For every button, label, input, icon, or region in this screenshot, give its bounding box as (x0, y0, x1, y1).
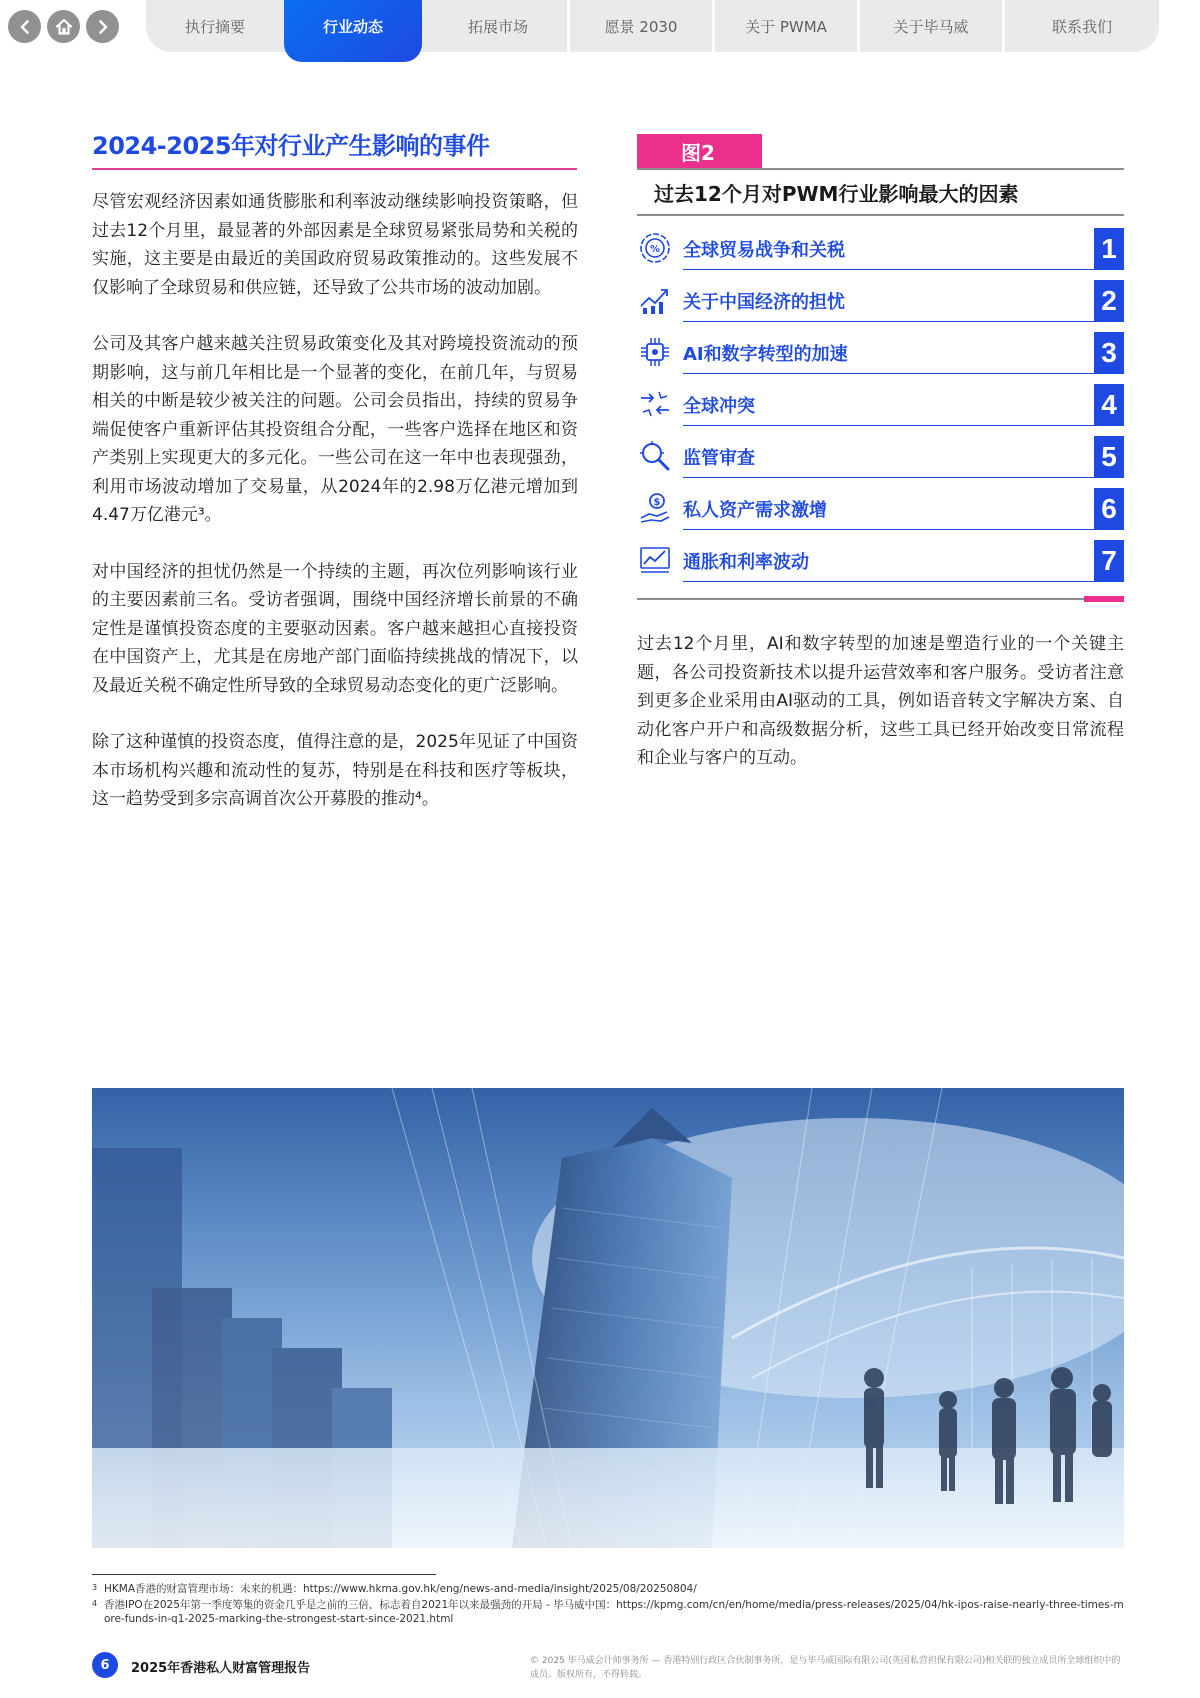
factor-underline (683, 321, 1094, 323)
factor-rank: 7 (1094, 540, 1124, 582)
chevron-left-icon (17, 19, 33, 35)
forward-button[interactable] (86, 10, 119, 43)
svg-text:%: % (649, 244, 661, 255)
footnote-text[interactable]: 香港IPO在2025年第一季度筹集的资金几乎是之前的三倍，标志着自2021年以来最强劲的开局 - 毕马威中国：https://kpmg.com/cn/en/home/media/press-releases/2025/04/hk-ipos-raise-nearly-three-times-more-funds-in-q1-2025-marking-the-strongest-start-since-2021.html (104, 1599, 1124, 1625)
tab-executive-summary[interactable]: 执行摘要 (184, 17, 245, 36)
tab-expanding-markets[interactable]: 拓展市场 (467, 17, 528, 36)
factor-underline (683, 373, 1094, 375)
chevron-right-icon (95, 19, 111, 35)
inflation-chart-icon (637, 542, 673, 578)
factor-underline (683, 529, 1094, 531)
factor-rank: 1 (1094, 228, 1124, 270)
factor-item (637, 378, 1124, 430)
body-paragraph: 公司及其客户越来越关注贸易政策变化及其对跨境投资流动的预期影响，这与前几年相比是一个显著的变化，在前几年，与贸易相关的中断是较少被关注的问题。公司会员指出，持续的贸易争端促使客户重新评估其投资组合分配，一些客户选择在地区和资产类别上实现更大的多元化。一些公司在这一年中也表现强劲，利用市场波动增加了交易量，从2024年的2.98万亿港元增加到4.47万亿港元³。 (92, 334, 578, 525)
svg-text:$: $ (653, 497, 661, 508)
footnote-number: 4 (92, 1599, 98, 1608)
figure-bottom-rule (637, 598, 1124, 600)
factor-item (637, 274, 1124, 326)
money-hand-icon (637, 490, 673, 526)
section-tab-bar (146, 0, 1159, 52)
factor-label: 私人资产需求激增 (683, 500, 827, 521)
footnotes (92, 1582, 1124, 1628)
figure-label: 图2 (637, 134, 762, 168)
footnote-text[interactable]: HKMA香港的财富管理市场：未来的机遇：https://www.hkma.gov.hk/eng/news-and-media/insight/2025/08/20250804/ (104, 1583, 697, 1595)
tab-about-kpmg[interactable]: 关于毕马威 (857, 0, 1002, 52)
factor-rank: 6 (1094, 488, 1124, 530)
figure-title-rule (637, 214, 1124, 216)
footnote-number: 3 (92, 1583, 98, 1592)
body-paragraph: 除了这种谨慎的投资态度，值得注意的是，2025年见证了中国资本市场机构兴趣和流动性的复苏，特别是在科技和医疗等板块，这一趋势受到多宗高调首次公开募股的推动⁴。 (92, 732, 578, 809)
tab-contact-us[interactable]: 联系我们 (1002, 0, 1159, 52)
factor-item (637, 326, 1124, 378)
magnifier-icon (637, 438, 673, 474)
factor-underline (683, 269, 1094, 271)
factor-rank: 2 (1094, 280, 1124, 322)
home-button[interactable] (47, 10, 80, 43)
factor-item (637, 430, 1124, 482)
factor-label: 全球贸易战争和关税 (683, 240, 845, 261)
factor-label: AI和数字转型的加速 (683, 344, 848, 365)
city-skyscraper-photo (92, 1088, 1124, 1548)
figure-bottom-accent (1084, 596, 1124, 602)
economy-concern-icon (637, 282, 673, 318)
tariff-percent-icon (637, 230, 673, 266)
tab-industry-trends[interactable]: 行业动态 (284, 0, 422, 62)
ai-chip-icon (637, 334, 673, 370)
footnote-rule (92, 1574, 436, 1575)
left-column-body (92, 188, 578, 842)
report-title: 2025年香港私人财富管理报告 (131, 1661, 311, 1676)
factor-item (637, 482, 1124, 534)
tab-vision-2030[interactable]: 愿景 2030 (567, 0, 712, 52)
factor-label: 全球冲突 (683, 396, 755, 417)
body-paragraph: 尽管宏观经济因素如通货膨胀和利率波动继续影响投资策略，但过去12个月里，最显著的外部因素是全球贸易紧张局势和关税的实施，这主要是由最近的美国政府贸易政策推动的。这些发展不仅影响了全球贸易和供应链，还导致了公共市场的波动加剧。 (92, 192, 578, 298)
copyright-notice: © 2025 毕马威会计师事务所 — 香港特别行政区合伙制事务所，是与毕马威国际有限公司(英国私营担保有限公司)相关联的独立成员所全球组织中的成员。版权所有，不得转载。 (530, 1656, 1121, 1680)
factor-label: 监管审查 (683, 448, 755, 469)
factor-rank: 5 (1094, 436, 1124, 478)
conflict-arrows-icon (637, 386, 673, 422)
factor-label: 关于中国经济的担忧 (683, 292, 845, 313)
tab-about-pwma[interactable]: 关于 PWMA (712, 0, 857, 52)
factor-underline (683, 581, 1094, 583)
factor-item (637, 222, 1124, 274)
home-icon (54, 17, 74, 37)
figure-title: 过去12个月对PWM行业影响最大的因素 (654, 182, 1019, 206)
factor-underline (683, 425, 1094, 427)
page-number: 6 (92, 1652, 118, 1678)
factor-label: 通胀和利率波动 (683, 552, 809, 573)
factor-underline (683, 477, 1094, 479)
section-title: 2024-2025年对行业产生影响的事件 (92, 132, 490, 160)
factor-rank: 3 (1094, 332, 1124, 374)
factor-list (637, 222, 1124, 586)
footnote (92, 1598, 1124, 1626)
footnote (92, 1582, 1124, 1596)
section-title-underline (92, 168, 577, 170)
body-paragraph: 对中国经济的担忧仍然是一个持续的主题，再次位列影响该行业的主要因素前三名。受访者强调，围绕中国经济增长前景的不确定性是谨慎投资态度的主要驱动因素。客户越来越担心直接投资在中国资产上，尤其是在房地产部门面临持续挑战的情况下，以及最近关税不确定性所导致的全球贸易动态变化的更广泛影响。 (92, 561, 578, 696)
back-button[interactable] (8, 10, 41, 43)
right-column-paragraph: 过去12个月里，AI和数字转型的加速是塑造行业的一个关键主题，各公司投资新技术以提升运营效率和客户服务。受访者注意到更多企业采用由AI驱动的工具，例如语音转文字解决方案、自动化客户开户和高级数据分析，这些工具已经开始改变日常流程和企业与客户的互动。 (637, 634, 1124, 768)
figure-top-rule (637, 168, 1124, 170)
factor-item (637, 534, 1124, 586)
factor-rank: 4 (1094, 384, 1124, 426)
